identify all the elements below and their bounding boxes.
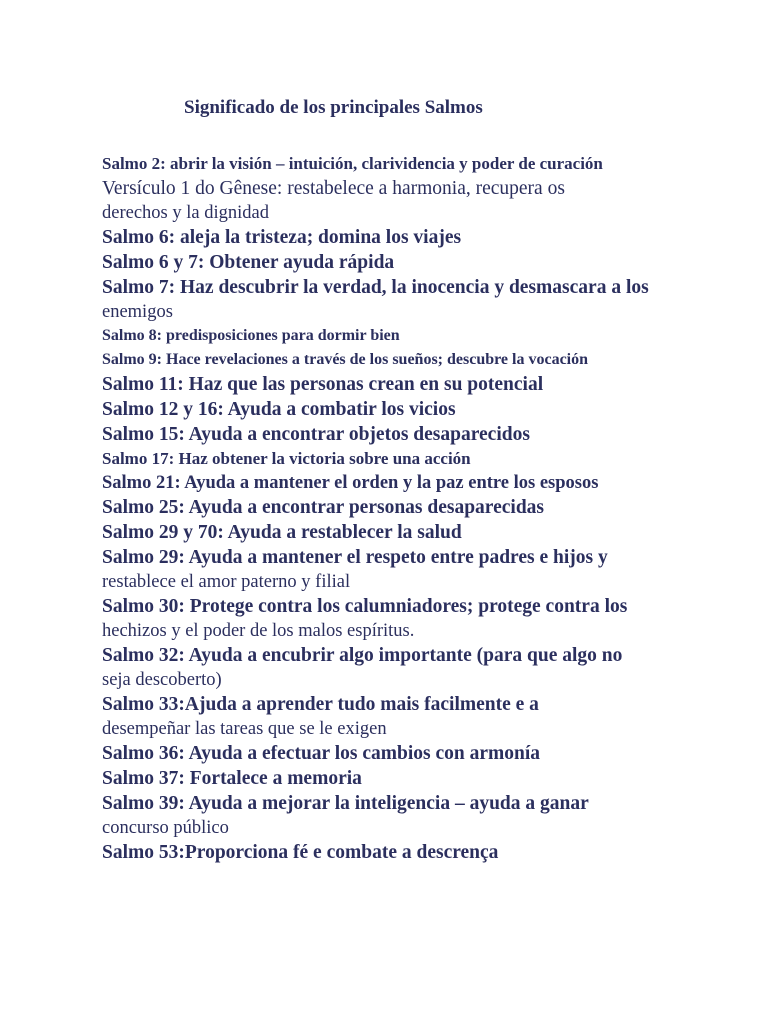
psalm-17-line: Salmo 17: Haz obtener la victoria sobre una acción (102, 449, 471, 468)
psalm-33-line-1: Salmo 33:Ajuda a aprender tudo mais facilmente e a (102, 694, 539, 715)
psalm-30-line-1: Salmo 30: Protege contra los calumniadores; protege contra los (102, 596, 628, 617)
psalm-36-line: Salmo 36: Ayuda a efectuar los cambios con armonía (102, 743, 541, 764)
psalm-12-16-line: Salmo 12 y 16: Ayuda a combatir los vicios (102, 399, 456, 420)
psalm-6-7-line: Salmo 6 y 7: Obtener ayuda rápida (102, 252, 395, 273)
psalm-8-line: Salmo 8: predisposiciones para dormir bien (102, 327, 400, 344)
psalm-2-line: Salmo 2: abrir la visión – intuición, clarividencia y poder de curación (102, 154, 603, 173)
psalm-29-line-1: Salmo 29: Ayuda a mantener el respeto entre padres e hijos y (102, 547, 608, 568)
page-title: Significado de los principales Salmos (184, 97, 483, 118)
psalm-33-line-2: desempeñar las tareas que se le exigen (102, 719, 387, 739)
psalm-32-line-1: Salmo 32: Ayuda a encubrir algo importante (para que algo no (102, 645, 623, 666)
psalm-9-line: Salmo 9: Hace revelaciones a través de los sueños; descubre la vocación (102, 351, 589, 368)
psalm-29-line-2: restablece el amor paterno y filial (102, 572, 351, 592)
psalm-11-line: Salmo 11: Haz que las personas crean en su potencial (102, 374, 544, 395)
psalm-29-70-line: Salmo 29 y 70: Ayuda a restablecer la salud (102, 522, 462, 543)
psalm-30-line-2: hechizos y el poder de los malos espíritus. (102, 621, 415, 641)
psalm-list (102, 152, 742, 865)
psalm-32-line-2: seja descoberto) (102, 670, 222, 690)
genesis-line-2: derechos y la dignidad (102, 203, 269, 223)
psalm-39-line-1: Salmo 39: Ayuda a mejorar la inteligencia – ayuda a ganar (102, 793, 589, 814)
psalm-7-line-1: Salmo 7: Haz descubrir la verdad, la inocencia y desmascara a los (102, 277, 649, 298)
psalm-37-line: Salmo 37: Fortalece a memoria (102, 768, 362, 789)
genesis-line-1: Versículo 1 do Gênese: restabelece a harmonia, recupera os (102, 178, 565, 199)
psalm-21-line: Salmo 21: Ayuda a mantener el orden y la paz entre los esposos (102, 473, 599, 493)
psalm-53-line: Salmo 53:Proporciona fé e combate a descrença (102, 842, 499, 863)
psalm-25-line: Salmo 25: Ayuda a encontrar personas desaparecidas (102, 497, 545, 518)
psalm-6-line: Salmo 6: aleja la tristeza; domina los viajes (102, 227, 462, 248)
psalm-15-line: Salmo 15: Ayuda a encontrar objetos desaparecidos (102, 424, 530, 445)
psalm-7-line-2: enemigos (102, 302, 173, 322)
psalm-39-line-2: concurso público (102, 818, 229, 838)
